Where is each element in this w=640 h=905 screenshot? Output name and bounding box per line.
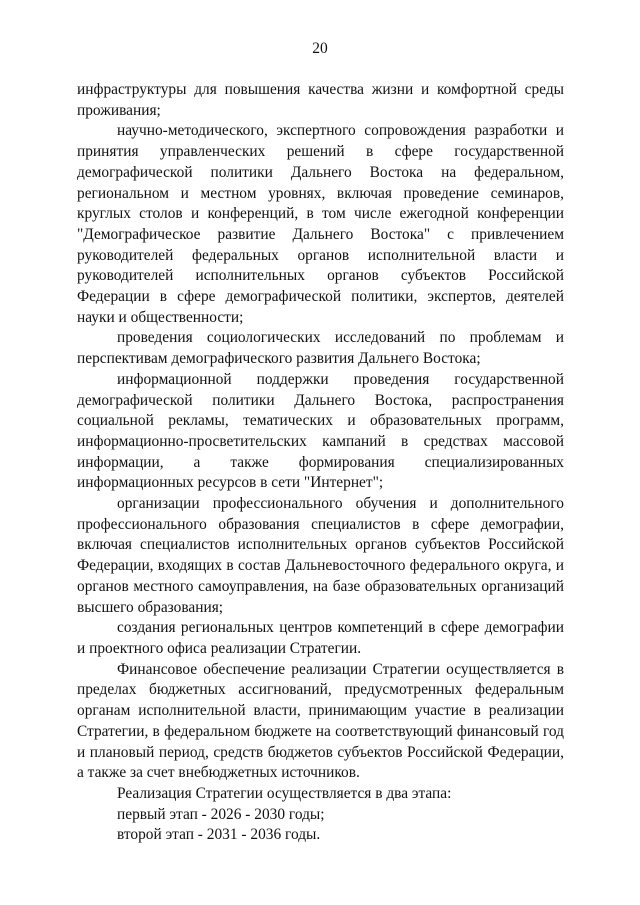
paragraph-professional-training: организации профессионального обучения и дополнительного профессионального образования специалистов в сфере демографии, включая специалистов исполнительных органов субъектов Российской Федерации, входящих в состав Дальневосточного федерального округа, и органов местного самоуправления, на базе образовательных организаций высшего образования; — [77, 495, 564, 616]
page-number: 20 — [312, 40, 328, 57]
paragraph-financial-support: Финансовое обеспечение реализации Стратегии осуществляется в пределах бюджетных ассигнований, предусмотренных федеральным органам исполнительной власти, принимающим участие в реализации Стратегии, в федеральном бюджете на соответствующий финансовый год и плановый период, средств бюджетов субъектов Российской Федерации, а также за счет внебюджетных источников. — [77, 660, 564, 782]
paragraph-stage-first: первый этап - 2026 - 2030 годы; — [117, 805, 325, 823]
page-body — [77, 80, 564, 846]
paragraph-competence-centers: создания региональных центров компетенций в сфере демографии и проектного офиса реализации Стратегии. — [77, 619, 564, 657]
paragraph-information-support: информационной поддержки проведения государственной демографической политики Дальнего Востока, распространения социальной рекламы, тематических и образовательных программ, информационно-просветительских кампаний в средствах массовой информации, а также формирования специализированных информационных ресурсов в сети "Интернет"; — [77, 370, 564, 492]
paragraph-infrastructure: инфраструктуры для повышения качества жизни и комфортной среды проживания; — [77, 81, 564, 119]
paragraph-methodological-support: научно-методического, экспертного сопровождения разработки и принятия управленческих решений в сфере государственной демографической политики Дальнего Востока на федеральном, региональном и местном уровнях, включая проведение семинаров, круглых столов и конференций, в том числе ежегодной конференции "Демографическое развитие Дальнего Востока" с привлечением руководителей федеральных органов исполнительной власти и руководителей исполнительных органов субъектов Российской Федерации в сфере демографической политики, экспертов, деятелей науки и общественности; — [77, 122, 564, 326]
paragraph-stages-intro: Реализация Стратегии осуществляется в два этапа: — [117, 784, 452, 802]
paragraph-stage-second: второй этап - 2031 - 2036 годы. — [117, 826, 321, 844]
paragraph-sociological-research: проведения социологических исследований по проблемам и перспективам демографического развития Дальнего Востока; — [77, 329, 564, 368]
